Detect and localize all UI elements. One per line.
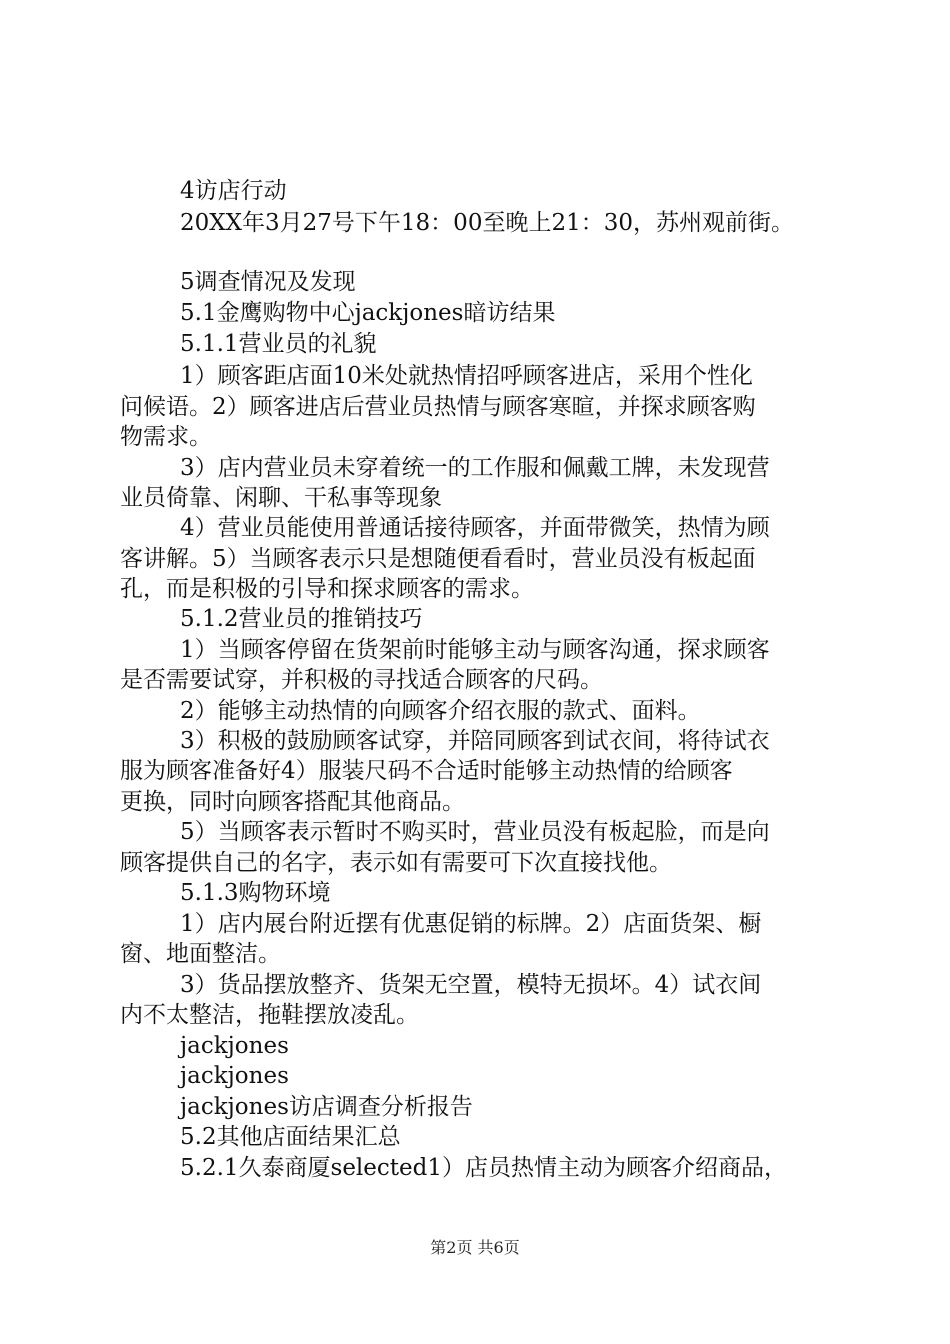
subsection-heading: 5.1.3购物环境	[180, 880, 331, 906]
body-text-line: 孔，而是积极的引导和探求顾客的需求。	[120, 576, 534, 602]
body-text-line: 3）积极的鼓励顾客试穿，并陪同顾客到试衣间，将待试衣	[180, 728, 770, 754]
body-text-line: 3）店内营业员未穿着统一的工作服和佩戴工牌，未发现营	[180, 455, 770, 481]
subsection-heading: 5.2其他店面结果汇总	[180, 1124, 401, 1150]
body-text-line: 1）顾客距店面10米处就热情招呼顾客进店，采用个性化	[180, 363, 753, 389]
page-number-footer: 第2页 共6页	[430, 1238, 520, 1257]
body-text-line: 客讲解。5）当顾客表示只是想随便看看时，营业员没有板起面	[120, 546, 756, 572]
body-text-line: 物需求。	[120, 424, 212, 450]
body-text-line: 更换，同时向顾客搭配其他商品。	[120, 789, 465, 815]
body-text-line: 顾客提供自己的名字，表示如有需要可下次直接找他。	[120, 850, 672, 876]
body-text-line: 1）店内展台附近摆有优惠促销的标牌。2）店面货架、橱	[180, 911, 762, 937]
body-text-line: 问候语。2）顾客进店后营业员热情与顾客寒暄，并探求顾客购	[120, 394, 756, 420]
body-text-line: 窗、地面整洁。	[120, 941, 281, 967]
section-heading: 4访店行动	[180, 178, 287, 204]
body-text-line: 4）营业员能使用普通话接待顾客，并面带微笑，热情为顾	[180, 515, 770, 541]
body-text-line: 3）货品摆放整齐、货架无空置，模特无损坏。4）试衣间	[180, 972, 762, 998]
subsection-heading: 5.1金鹰购物中心jackjones暗访结果	[180, 300, 556, 326]
subsection-heading: 5.1.1营业员的礼貌	[180, 331, 377, 357]
body-text-line: 业员倚靠、闲聊、干私事等现象	[120, 485, 442, 511]
body-text-line: 5.2.1久泰商厦selected1）店员热情主动为顾客介绍商品，	[180, 1155, 787, 1181]
body-text-line: 1）当顾客停留在货架前时能够主动与顾客沟通，探求顾客	[180, 637, 770, 663]
body-text-line: jackjones	[180, 1033, 289, 1059]
subsection-heading: 5.1.2营业员的推销技巧	[180, 606, 423, 632]
body-text-line: 20XX年3月27号下午18：00至晚上21：30，苏州观前街。	[180, 210, 794, 236]
body-text-line: 服为顾客准备好4）服装尺码不合适时能够主动热情的给顾客	[120, 758, 733, 784]
section-heading: 5调查情况及发现	[180, 269, 356, 295]
body-text-line: 是否需要试穿，并积极的寻找适合顾客的尺码。	[120, 667, 603, 693]
body-text-line: 5）当顾客表示暂时不购买时，营业员没有板起脸，而是向	[180, 819, 770, 845]
body-text-line: 内不太整洁，拖鞋摆放凌乱。	[120, 1002, 419, 1028]
body-text-line: jackjones访店调查分析报告	[180, 1094, 473, 1120]
body-text-line: jackjones	[180, 1063, 289, 1089]
body-text-line: 2）能够主动热情的向顾客介绍衣服的款式、面料。	[180, 698, 701, 724]
